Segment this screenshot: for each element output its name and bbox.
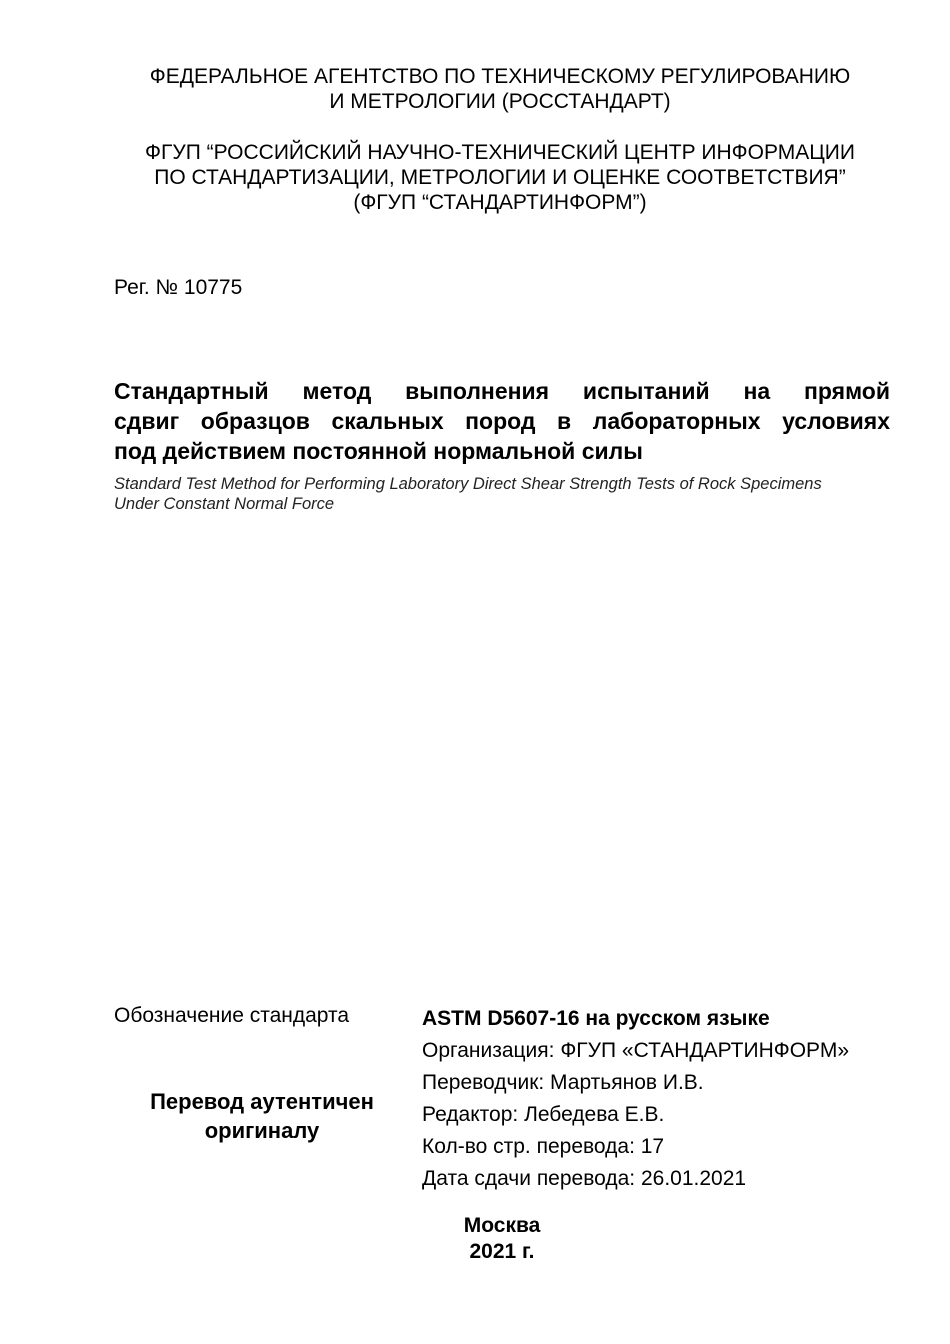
agency-header-line-1: ФЕДЕРАЛЬНОЕ АГЕНТСТВО ПО ТЕХНИЧЕСКОМУ РЕГУЛИРОВАНИЮ — [149, 65, 851, 88]
title-en-line-1: Standard Test Method for Performing Laboratory Direct Shear Strength Tests of Rock Specimens — [114, 475, 822, 493]
title-en-line-2: Under Constant Normal Force — [114, 495, 335, 513]
agency-header-line-2: И МЕТРОЛОГИИ (РОССТАНДАРТ) — [329, 90, 671, 113]
agency-header — [100, 64, 900, 114]
organization-line: Организация: ФГУП «СТАНДАРТИНФОРМ» — [422, 1039, 850, 1062]
page-count-line: Кол-во стр. перевода: 17 — [422, 1135, 665, 1158]
footer-city: Москва — [463, 1214, 541, 1237]
authentic-note-line-1: Перевод аутентичен — [150, 1089, 374, 1114]
registration-number: Рег. № 10775 — [114, 276, 243, 299]
authentic-note-line-2: оригиналу — [204, 1118, 320, 1143]
document-title-en — [114, 474, 890, 514]
authentic-translation-note — [132, 1087, 392, 1145]
fgup-header — [100, 140, 900, 215]
translation-metadata — [422, 1003, 849, 1195]
fgup-header-line-2: ПО СТАНДАРТИЗАЦИИ, МЕТРОЛОГИИ И ОЦЕНКЕ СООТВЕТСТВИЯ” — [154, 166, 846, 189]
standard-designation: ASTM D5607-16 на русском языке — [422, 1007, 770, 1030]
translator-line: Переводчик: Мартьянов И.В. — [422, 1071, 704, 1094]
fgup-header-line-1: ФГУП “РОССИЙСКИЙ НАУЧНО-ТЕХНИЧЕСКИЙ ЦЕНТР ИНФОРМАЦИИ — [145, 141, 855, 164]
document-title-ru — [114, 376, 890, 466]
title-ru-line-2: сдвиг образцов скальных пород в лабораторных условиях — [114, 408, 890, 434]
submission-date-line: Дата сдачи перевода: 26.01.2021 — [422, 1167, 747, 1190]
editor-line: Редактор: Лебедева Е.В. — [422, 1103, 665, 1126]
designation-label: Обозначение стандарта — [114, 1004, 350, 1027]
title-ru-line-3: под действием постоянной нормальной силы — [114, 438, 643, 464]
title-ru-line-1: Стандартный метод выполнения испытаний на прямой — [114, 378, 890, 404]
footer-place-year — [402, 1213, 602, 1265]
fgup-header-line-3: (ФГУП “СТАНДАРТИНФОРМ”) — [353, 191, 647, 214]
footer-year: 2021 г. — [469, 1240, 535, 1263]
